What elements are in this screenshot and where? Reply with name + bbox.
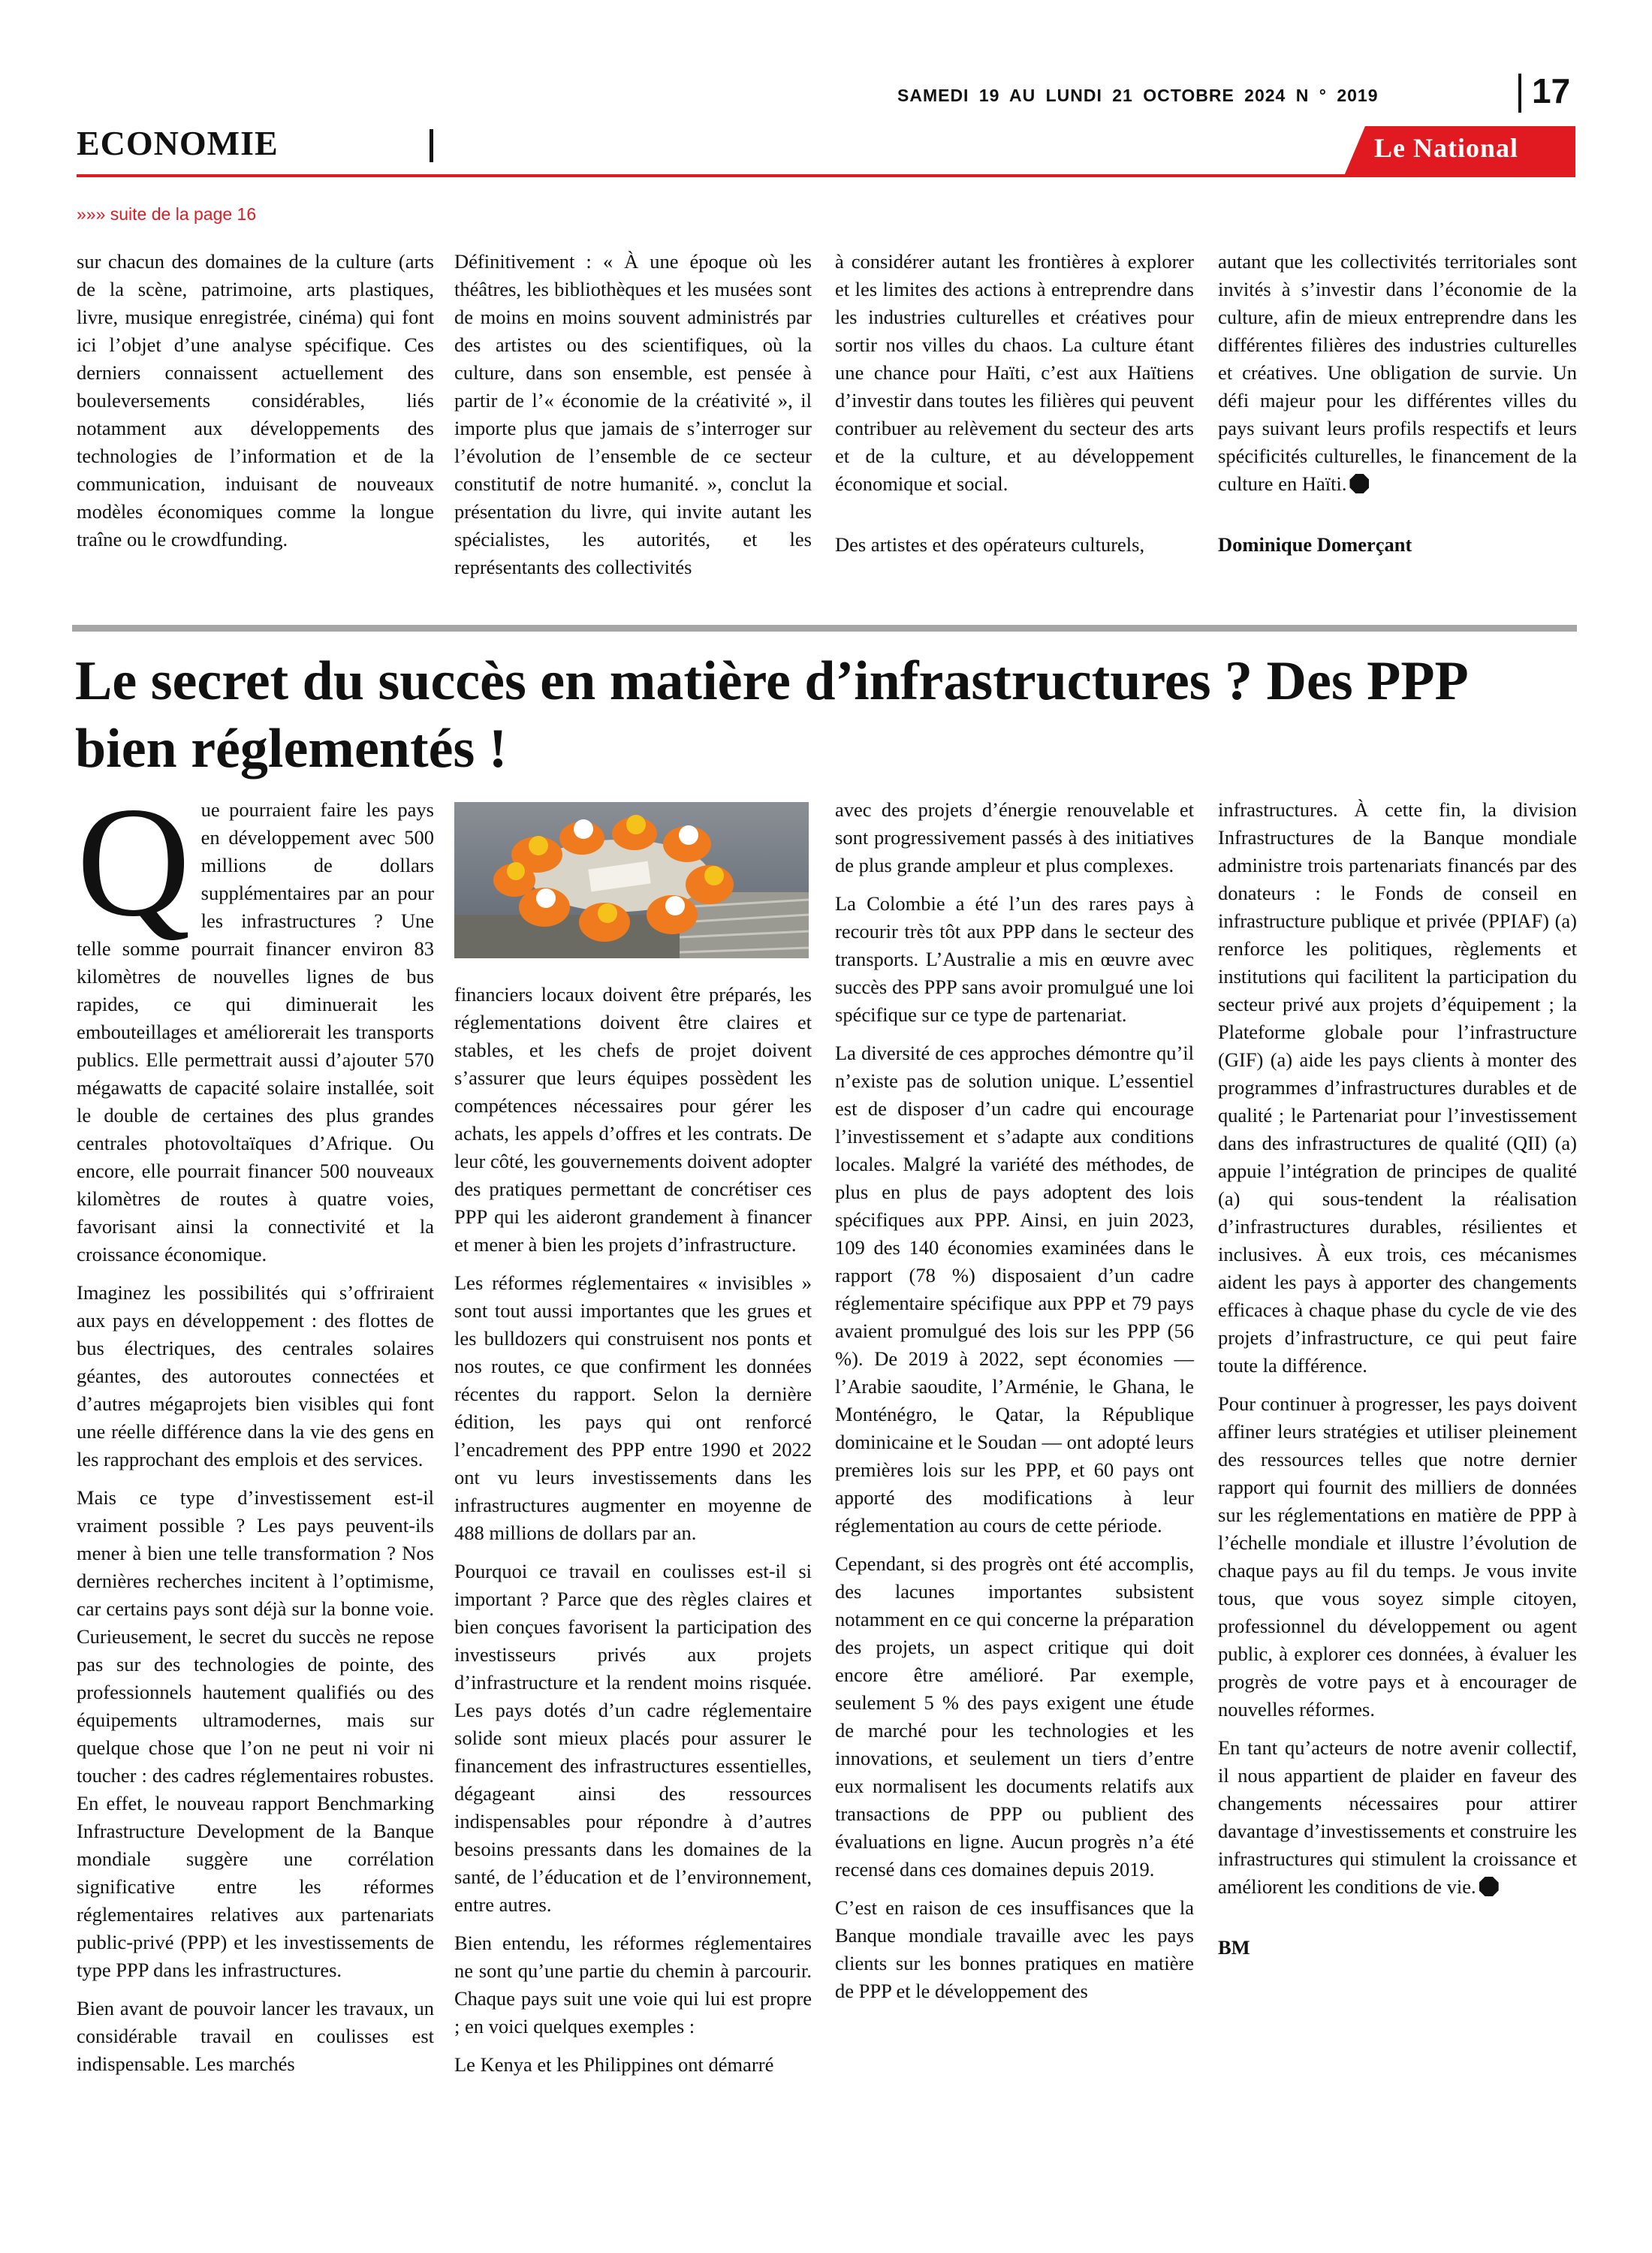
end-mark-icon [1479, 1877, 1499, 1896]
issue-date-line: SAMEDI 19 AU LUNDI 21 OCTOBRE 2024 N ° 2019 [897, 86, 1379, 105]
article-separator [72, 625, 1577, 632]
paragraph: En tant qu’acteurs de notre avenir collectif, il nous appartient de plaider en faveur des changements nécessaires pour attirer davantage d’investissements et construire les infrastructures qui stimulent la croissance et améliorent les conditions de vie. [1218, 1736, 1577, 1898]
paragraph: Bien entendu, les réformes réglementaires ne sont qu’une partie du chemin à parcourir. Chaque pays suit une voie qui lui est propre ; en voici quelques exemples : [454, 1932, 812, 2037]
page-number: 17 [1532, 71, 1571, 110]
workers-photo-illustration [454, 802, 809, 958]
paragraph: Pour continuer à progresser, les pays doivent affiner leurs stratégies et utiliser pleinement des ressources telles que notre dernier rapport qui fournit des milliers de données sur les réglementations en matière de PPP à l’échelle mondiale et illustre l’évolution de chaque pays au fil du temps. Je vous invite tous, que vous soyez simple citoyen, professionnel du développement ou agent public, à explorer ces données, à évaluer les progrès de votre pays et à encourager de nouvelles réformes. [1218, 1392, 1577, 1721]
header-divider [1518, 74, 1521, 113]
paragraph: Les réformes réglementaires « invisibles » sont tout aussi importantes que les grues et les bulldozers qui construisent nos ponts et nos routes, ce que confirment les données récentes du rapport. Selon la dernière édition, les pays qui ont renforcé l’encadrement des PPP entre 1990 et 2022 ont vu leurs investissements dans les infrastructures augmenter en moyenne de 488 millions de dollars par an. [454, 1271, 812, 1544]
brand-logo: Le National [1374, 133, 1519, 163]
end-mark-icon [1349, 474, 1369, 493]
headline: Le secret du succès en matière d’infrastructures ? Des PPP bien réglementés ! [75, 650, 1466, 780]
paragraph: Cependant, si des progrès ont été accomplis, des lacunes importantes subsistent notamment en ce qui concerne la préparation des projets, un aspect critique qui doit encore être amélioré. Par exemple, seulement 5 % des pays exigent une étude de marché pour les technologies et les innovations, et seulement un tiers d’entre eux normalisent les documents relatifs aux transactions de PPP ou publient des évaluations en ligne. Aucun progrès n’a été recensé dans ces domaines depuis 2019. [835, 1552, 1194, 1881]
paragraph: à considérer autant les frontières à explorer et les limites des actions à entreprendre dans les industries culturelles et créatives pour sortir nos villes du chaos. La culture étant une chance pour Haïti, c’est aux Haïtiens d’investir dans toutes les filières qui peuvent contribuer au relèvement du secteur des arts et de la culture, et au développement économique et social. [835, 250, 1194, 495]
main-article-col-1 [77, 775, 434, 2089]
top-article-col-3 [835, 248, 1194, 578]
paragraph: Des artistes et des opérateurs culturels, [835, 533, 1145, 556]
paragraph: infrastructures. À cette fin, la division Infrastructures de la Banque mondiale administre trois partenariats financés par des donateurs : le Fonds de conseil en infrastructure publique et privée (PPIAF) (a) renforce les politiques, règlements et institutions qui facilitent la participation du secteur privé aux projets d’équipement ; la Plateforme globale pour l’infrastructure (GIF) (a) aide les pays clients à monter des programmes d’infrastructures durables et de qualité ; le Partenariat pour l’investissement dans des infrastructures de qualité (QII) (a) appuie l’intégration de principes de qualité (a) qui sous-tendent la réalisation d’infrastructures durables, résilientes et inclusives. À eux trois, ces mécanismes aident les pays à apporter des changements efficaces à chaque phase du cycle de vie des projets d’infrastructure, ce qui peut faire toute la différence. [1218, 798, 1577, 1377]
paragraph: avec des projets d’énergie renouvelable et sont progressivement passés à des initiatives de plus grande ampleur et plus complexes. [835, 798, 1194, 876]
paragraph: Imaginez les possibilités qui s’offriraient aux pays en développement : des flottes de bus électriques, des centrales solaires géantes, des autoroutes connectées et d’autres mégaprojets bien visibles qui font une réelle différence dans la vie des gens en les rapprochant des emplois et des services. [77, 1281, 434, 1470]
paragraph: Bien avant de pouvoir lancer les travaux, un considérable travail en coulisses est indispensable. Les marchés [77, 1997, 434, 2075]
paragraph: La Colombie a été l’un des rares pays à recourir très tôt aux PPP dans le secteur des transports. L’Australie a mis en œuvre avec succès des PPP sans avoir promulgué une loi spécifique sur ce type de partenariat. [835, 892, 1194, 1026]
continuation-link[interactable]: »»» suite de la page 16 [77, 204, 257, 224]
paragraph: autant que les collectivités territoriales sont invités à s’investir dans l’économie de la culture, afin de mieux entreprendre dans les différentes filières des industries culturelles et créatives. Une obligation de survie. Un défi majeur pour les différentes villes du pays suivant leurs profils respectifs et leurs spécificités culturelles, le financement de la culture en Haïti. [1218, 250, 1577, 495]
paragraph: Le Kenya et les Philippines ont démarré [454, 2053, 774, 2076]
paragraph: C’est en raison de ces insuffisances que la Banque mondiale travaille avec les pays clients sur les bonnes pratiques en matière de PPP et le développement des [835, 1896, 1194, 2002]
paragraph: Pourquoi ce travail en coulisses est-il si important ? Parce que des règles claires et bien conçues favorisent la participation des investisseurs privés aux projets d’infrastructure et la rendent moins risquée. Les pays dotés d’un cadre réglementaire solide sont mieux placés pour assurer le financement des infrastructures essentielles, dégageant ainsi des ressources indispensables pour répondre à d’autres besoins pressants dans les domaines de la santé, de l’éducation et de l’environnement, entre autres. [454, 1560, 812, 1916]
paragraph: Mais ce type d’investissement est-il vraiment possible ? Les pays peuvent-ils mener à bien une telle transformation ? Nos dernières recherches incitent à l’optimisme, car certains pays sont déjà sur la bonne voie. Curieusement, le secret du succès ne repose pas sur des technologies de pointe, des professionnels hautement qualifiés ou des équipements ultramodernes, mais sur quelque chose que l’on ne peut ni voir ni toucher : des cadres réglementaires robustes. En effet, le nouveau rapport Benchmarking Infrastructure Development de la Banque mondiale suggère une corrélation significative entre les réformes réglementaires relatives aux partenariats public-privé (PPP) et les investissements de type PPP dans les infrastructures. [77, 1486, 434, 1981]
main-article-col-4 [1218, 796, 1577, 1972]
top-article-col-2 [454, 248, 812, 578]
section-title: ECONOMIE [77, 124, 279, 162]
drop-cap: Q [77, 775, 191, 949]
top-article-col-1 [77, 248, 434, 578]
main-article-col-3 [835, 796, 1194, 2016]
paragraph: Définitivement : « À une époque où les théâtres, les bibliothèques et les musées sont de moins en moins souvent administrés par des artistes ou des scientifiques, où la culture, dans son ensemble, est pensée à partir de l’« économie de la créativité », il importe plus que jamais de s’interroger sur l’évolution de l’ensemble de ce secteur constitutif de notre humanité. », conclut la présentation du livre, qui invite autant les spécialistes, les autorités, et les représentants des collectivités [454, 250, 812, 578]
paragraph: Que pourraient faire les pays en développement avec 500 millions de dollars supplémentaires par an pour les infrastructures ? Une telle somme pourrait financer environ 83 kilomètres de nouvelles lignes de bus rapides, ce qui diminuerait les embouteillages et améliorerait les transports publics. Elle permettrait aussi d’ajouter 570 mégawatts de capacité solaire installée, soit le double de certaines des plus grandes centrales photovoltaïques d’Afrique. Ou encore, elle pourrait financer 500 nouveaux kilomètres de routes à quatre voies, favorisant ainsi la connectivité et la croissance économique. [77, 775, 434, 1265]
article-photo [454, 802, 809, 958]
paragraph: financiers locaux doivent être préparés, les réglementations doivent être claires et stables, et les chefs de projet doivent s’assurer que leurs équipes possèdent les compétences nécessaires pour gérer les achats, les appels d’offres et les contrats. De leur côté, les gouvernements doivent adopter des pratiques permettant de concrétiser ces PPP qui les aideront grandement à financer et mener à bien les projets d’infrastructure. [454, 983, 812, 1256]
author-signature: BM [1218, 1936, 1250, 1959]
paragraph: sur chacun des domaines de la culture (arts de la scène, patrimoine, arts plastiques, livre, musique enregistrée, cinéma) qui font ici l’objet d’une analyse spécifique. Ces derniers connaissent actuellement des bouleversements considérables, liés notamment aux développements des technologies de l’information et de la communication, induisant de nouveaux modèles économiques comme la longue traîne ou le crowdfunding. [77, 250, 434, 550]
header-rule [77, 174, 1575, 177]
main-article-col-2 [454, 981, 812, 2089]
top-article-col-4 [1218, 248, 1577, 578]
paragraph: La diversité de ces approches démontre qu’il n’existe pas de solution unique. L’essentiel est de disposer d’un cadre qui encourage l’investissement et s’adapte aux conditions locales. Malgré la variété des méthodes, de plus en plus de pays adoptent des lois spécifiques aux PPP. Ainsi, en juin 2023, 109 des 140 économies examinées dans le rapport (78 %) disposaient d’un cadre réglementaire spécifique aux PPP et 79 pays avaient promulgué des lois sur les PPP (56 %). De 2019 à 2022, sept économies — l’Arabie saoudite, l’Arménie, le Ghana, le Monténégro, le Qatar, la République dominicaine et le Soudan — ont adopté leurs premières lois sur les PPP, et 60 pays ont apporté des modifications à leur réglementation au cours de cette période. [835, 1042, 1194, 1537]
author-signature: Dominique Domerçant [1218, 533, 1412, 556]
section-divider [430, 129, 433, 162]
